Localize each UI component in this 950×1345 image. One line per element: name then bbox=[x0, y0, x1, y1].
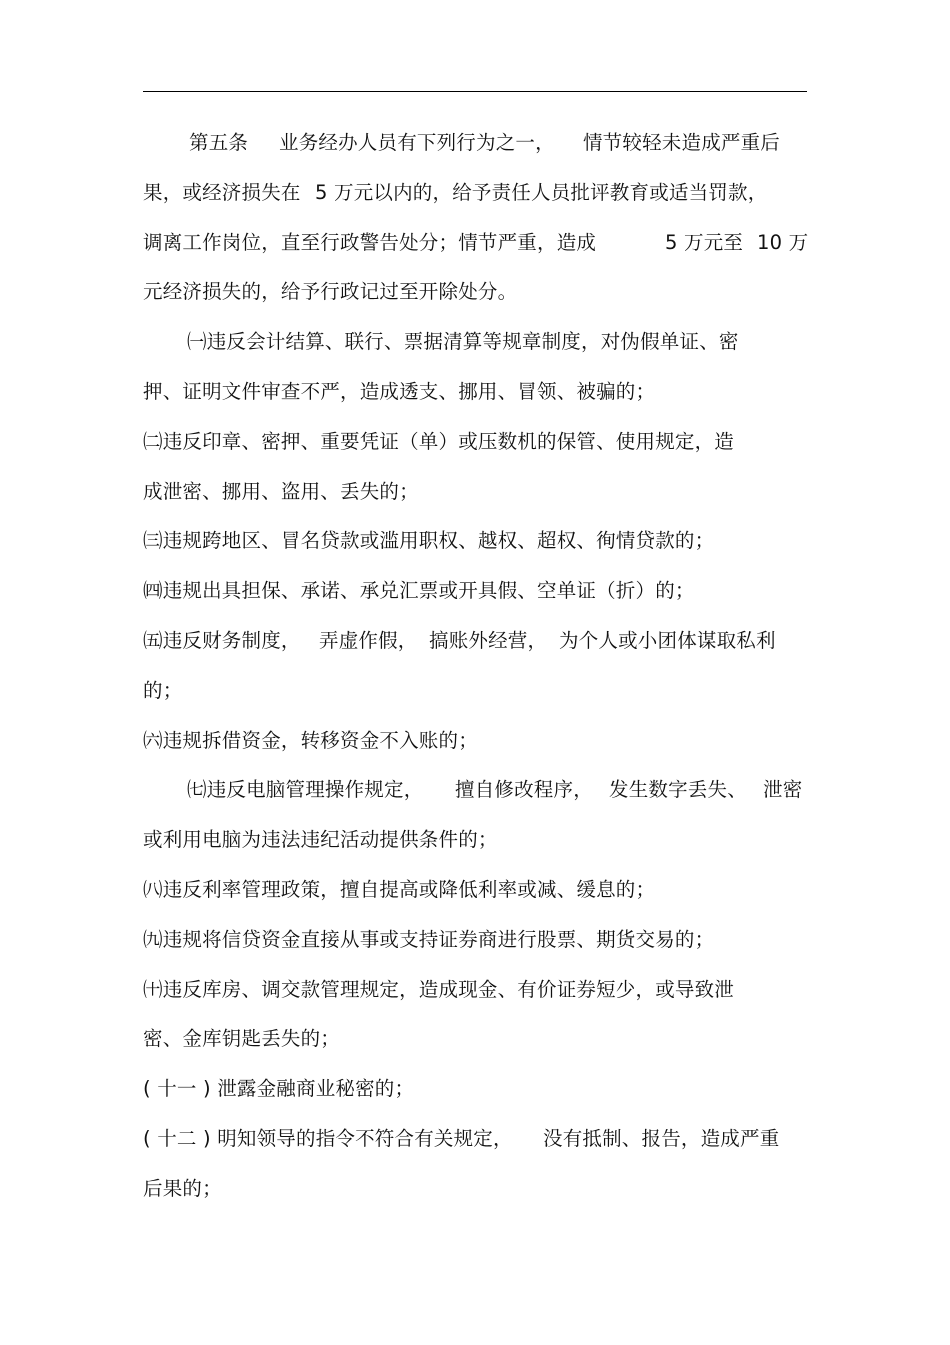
text-line bbox=[143, 965, 807, 1015]
text-segment: 或利用电脑为违法违纪活动提供条件的； bbox=[143, 828, 498, 852]
text-segment: 业务经办人员有下列行为之一， bbox=[279, 131, 555, 154]
text-line bbox=[143, 218, 807, 268]
text-segment: 擅自修改程序， bbox=[455, 778, 593, 802]
text-line bbox=[143, 865, 807, 915]
text-segment: 没有抵制、报告，造成严重 bbox=[543, 1126, 780, 1150]
text-segment: 情节较轻未造成严重后 bbox=[583, 131, 781, 154]
list-item-3: ㈢违规跨地区、冒名贷款或滥用职权、越权、超权、徇情贷款的； bbox=[143, 529, 715, 553]
document-body bbox=[143, 118, 807, 1214]
text-line bbox=[143, 815, 807, 865]
text-line bbox=[143, 1014, 807, 1064]
text-segment: 密、金库钥匙丢失的； bbox=[143, 1027, 341, 1051]
text-line bbox=[143, 118, 807, 168]
text-line bbox=[143, 566, 807, 616]
text-segment: 的； bbox=[143, 678, 183, 702]
text-line bbox=[143, 467, 807, 517]
text-line bbox=[143, 267, 807, 317]
text-segment: 元经济损失的，给予行政记过至开除处分。 bbox=[143, 280, 518, 304]
list-item-2: ㈡违反印章、密押、重要凭证（单）或压数机的保管、使用规定，造 bbox=[143, 429, 735, 453]
article-label: 第五条 bbox=[189, 131, 249, 154]
text-line bbox=[143, 317, 807, 367]
list-item-4: ㈣违规出具担保、承诺、承兑汇票或开具假、空单证（折）的； bbox=[143, 579, 695, 603]
text-segment: 发生数字丢失、 bbox=[609, 778, 747, 802]
text-segment: 泄密 bbox=[763, 778, 803, 802]
text-segment: 弄虚作假， bbox=[319, 628, 418, 652]
list-item-5: ㈤违反财务制度， bbox=[143, 628, 301, 652]
text-segment: 搞账外经营， bbox=[429, 628, 548, 652]
text-segment: 10 万 bbox=[757, 230, 809, 254]
text-line bbox=[143, 915, 807, 965]
text-segment: 为个人或小团体谋取私利 bbox=[559, 628, 776, 652]
text-segment: 果，或经济损失在 bbox=[143, 180, 301, 204]
list-item-12: ( 十二 ) 明知领导的指令不符合有关规定， bbox=[143, 1126, 513, 1150]
text-line bbox=[143, 1114, 807, 1164]
text-line bbox=[143, 1164, 807, 1214]
text-line bbox=[143, 168, 807, 218]
text-line bbox=[143, 516, 807, 566]
text-segment: 5 万元以内的，给予责任人员批评教育或适当罚款， bbox=[315, 180, 768, 204]
list-item-6: ㈥违规拆借资金，转移资金不入账的； bbox=[143, 728, 478, 752]
text-segment: 调离工作岗位，直至行政警告处分；情节严重，造成 bbox=[143, 230, 597, 254]
text-line bbox=[143, 716, 807, 766]
text-line bbox=[143, 1064, 807, 1114]
list-item-1: ㈠违反会计结算、联行、票据清算等规章制度，对伪假单证、密 bbox=[187, 330, 739, 354]
text-line bbox=[143, 367, 807, 417]
text-line bbox=[143, 666, 807, 716]
list-item-10: ㈩违反库房、调交款管理规定，造成现金、有价证券短少，或导致泄 bbox=[143, 977, 735, 1001]
text-segment: 成泄密、挪用、盗用、丢失的； bbox=[143, 479, 419, 503]
list-item-8: ㈧违反利率管理政策，擅自提高或降低利率或减、缓息的； bbox=[143, 877, 656, 901]
text-line bbox=[143, 765, 807, 815]
text-line bbox=[143, 616, 807, 666]
list-item-9: ㈨违规将信贷资金直接从事或支持证券商进行股票、期货交易的； bbox=[143, 927, 715, 951]
text-segment: 押、证明文件审查不严，造成透支、挪用、冒领、被骗的； bbox=[143, 379, 656, 403]
text-line bbox=[143, 417, 807, 467]
header-rule bbox=[143, 91, 807, 92]
list-item-7: ㈦违反电脑管理操作规定， bbox=[187, 778, 424, 802]
list-item-11: ( 十一 ) 泄露金融商业秘密的； bbox=[143, 1077, 415, 1101]
text-segment: 5 万元至 bbox=[665, 230, 744, 254]
text-segment: 后果的； bbox=[143, 1176, 222, 1200]
